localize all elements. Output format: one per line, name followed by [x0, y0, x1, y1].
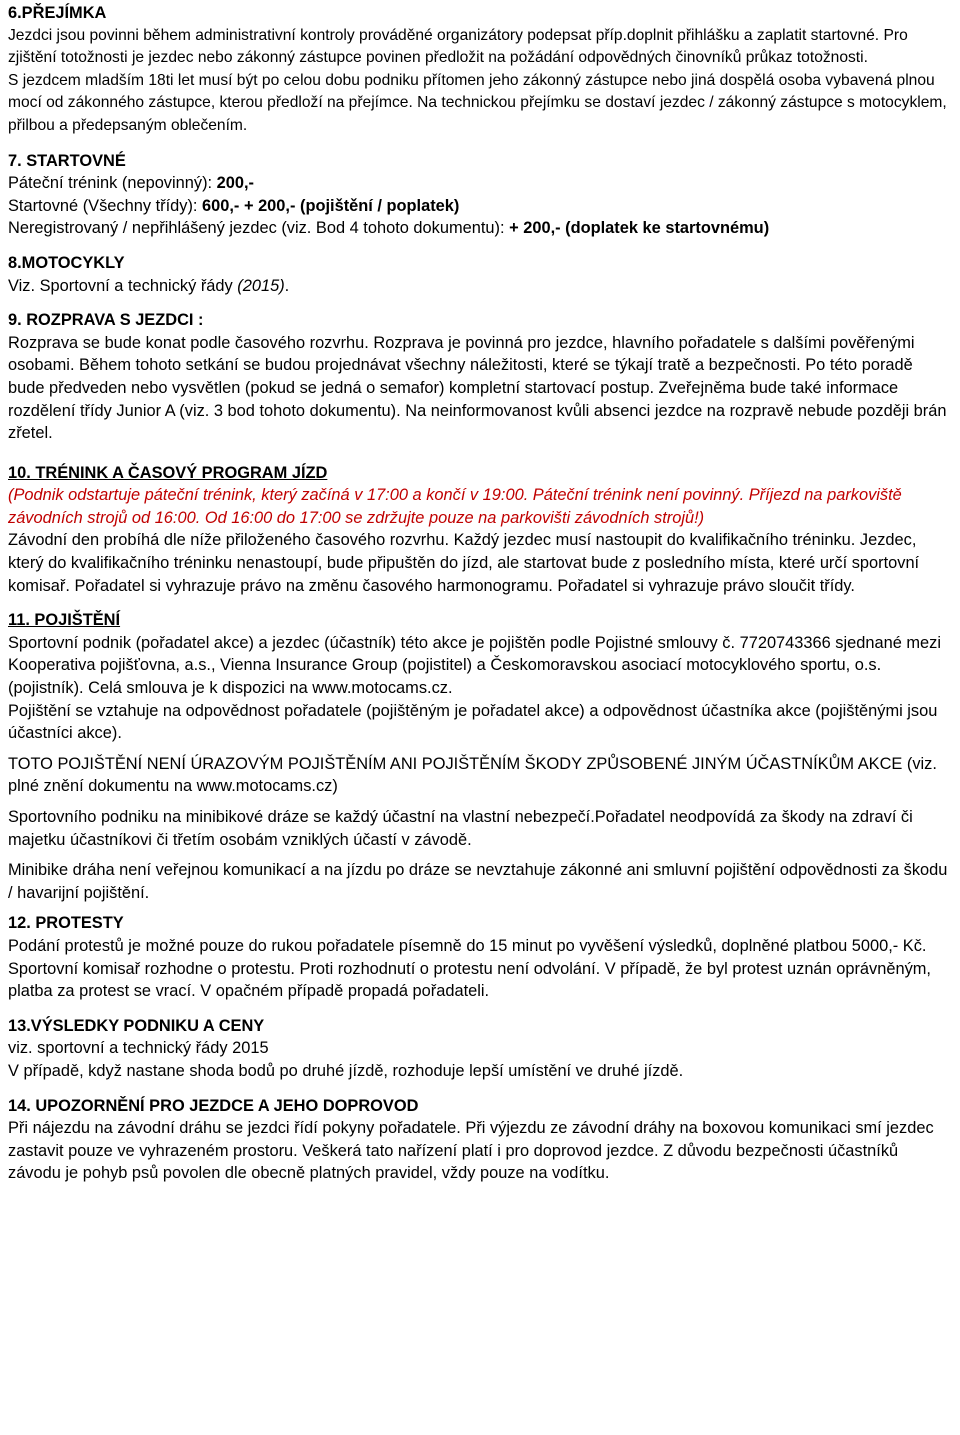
section-13-line-1: viz. sportovní a technický řády 2015 — [8, 1039, 269, 1058]
section-13-line-2: V případě, když nastane shoda bodů po druhé jízdě, rozhoduje lepší umístění ve druhé jízdě. — [8, 1061, 684, 1080]
section-11-paragraph-2: Pojištění se vztahuje na odpovědnost pořadatele (pojištěným je pořadatel akce) a odpovědnost účastníka akce (pojištěnými jsou účastníci akce). — [8, 701, 938, 743]
section-8-text-end: . — [284, 276, 290, 295]
section-10-notice: (Podnik odstartuje páteční trénink, který začíná v 17:00 a končí v 19:00. Páteční trénink není povinný. Příjezd na parkoviště závodních strojů od 16:00. Od 16:00 do 17:00 se zdržujte pouze na parkovišti závodních strojů!) — [8, 486, 902, 527]
fee-value: + 200,- (doplatek ke startovnému) — [509, 219, 770, 238]
fee-friday-training — [8, 172, 952, 195]
section-7-heading: 7. STARTOVNÉ — [8, 151, 126, 170]
section-8-heading: 8.MOTOCYKLY — [8, 253, 125, 272]
section-9-heading: 9. ROZPRAVA S JEZDCI : — [8, 311, 204, 330]
section-12-heading: 12. PROTESTY — [8, 914, 124, 933]
fee-unregistered — [8, 217, 952, 240]
section-14-text: Při nájezdu na závodní dráhu se jezdci řídí pokyny pořadatele. Při výjezdu ze závodní dráhy na boxovou komunikaci smí jezdec zastavit pouze ve vyhrazeném prostoru. Veškerá tato nařízení platí i pro doprovod jezdce. Z důvodu bezpečnosti účastníků závodu je pohyb psů povolen dle obecně platných pravidel, vždy pouze na vodítku. — [8, 1119, 934, 1183]
section-8-text-main: Viz. Sportovní a technický řády — [8, 276, 238, 295]
section-10-text: Závodní den probíhá dle níže přiloženého časového rozvrhu. Každý jezdec musí nastoupit do kvalifikačního tréninku. Jezdec, který do kvalifikačního tréninku nenastoupí, bude připuštěn do jízd, ale startovat bude z posledního místa, které určí sportovní komisař. Pořadatel si vyhrazuje právo na změnu časového harmonogramu. Pořadatel si vyhrazuje právo sloučit třídy. — [8, 531, 920, 595]
section-10-heading: 10. TRÉNINK A ČASOVÝ PROGRAM JÍZD — [8, 463, 328, 482]
section-6-paragraph-1: Jezdci jsou povinni během administrativní kontroly prováděné organizátory podepsat příp.doplnit přihlášku a zaplatit startovné. Pro zjištění totožnosti je jezdec nebo zákonný zástupce povinen předložit na požádání odpovědných činovníků průkaz totožnosti. — [8, 26, 908, 67]
section-6-paragraph-2: S jezdcem mladším 18ti let musí být po celou dobu podniku přítomen jeho zákonný zástupce nebo jiná dospělá osoba vybavená plnou mocí od zákonného zástupce, kterou předloží na přejímce. Na technickou přejímku se dostaví jezdec / zákonný zástupce s motocyklem, přilbou a předepsaným oblečením. — [8, 71, 947, 134]
fee-entry — [8, 195, 952, 218]
section-8-year: (2015) — [237, 276, 285, 295]
section-11-paragraph-4: Sportovního podniku na minibikové dráze se každý účastní na vlastní nebezpečí.Pořadatel neodpovídá za škody na zdraví či majetku účastníkovi či třetím osobám vzniklých účastí v závodě. — [8, 808, 913, 849]
section-6-heading: 6.PŘEJÍMKA — [8, 4, 107, 22]
fee-label: Startovné (Všechny třídy): — [8, 196, 203, 215]
section-11-paragraph-1: Sportovní podnik (pořadatel akce) a jezdec (účastník) této akce je pojištěn podle Pojistné smlouvy č. 7720743366 sjednané mezi Kooperativa pojišťovna, a.s., Vienna Insurance Group (pojistitel) a Českomoravskou asociací motocyklového sportu, o.s. (pojistník). Celá smlouva je k dispozici na www.motocams.cz. — [8, 633, 941, 698]
section-13-heading: 13.VÝSLEDKY PODNIKU A CENY — [8, 1016, 265, 1035]
section-11-paragraph-3: TOTO POJIŠTĚNÍ NENÍ ÚRAZOVÝM POJIŠTĚNÍM ANI POJIŠTĚNÍM ŠKODY ZPŮSOBENÉ JINÝM ÚČASTNÍKŮM AKCE (viz. plné znění dokumentu na www.motocams.cz) — [8, 754, 937, 796]
fee-label: Páteční trénink (nepovinný): — [8, 174, 217, 193]
section-11-heading: 11. POJIŠTĚNÍ — [8, 611, 121, 630]
section-14-heading: 14. UPOZORNĚNÍ PRO JEZDCE A JEHO DOPROVOD — [8, 1096, 419, 1115]
section-8-text — [8, 275, 952, 298]
section-11-paragraph-5: Minibike dráha není veřejnou komunikací a na jízdu po dráze se nevztahuje zákonné ani smluvní pojištění odpovědnosti za škodu / havarijní pojištění. — [8, 861, 948, 902]
section-9-text: Rozprava se bude konat podle časového rozvrhu. Rozprava je povinná pro jezdce, hlavního pořadatele s dalšími pověřenými osobami. Během tohoto setkání se budou projednávat všechny náležitosti, které se týkají tratě a bezpečnosti. Po této poradě bude předveden nebo vysvětlen (pokud se jedná o semafor) kompletní startovací postup. Zveřejněma bude také informace rozdělení třídy Junior A (viz. 3 bod tohoto dokumentu). Na neinformovanost kvůli absenci jezdce na rozpravě nebude později brán zřetel. — [8, 333, 947, 443]
section-12-text: Podání protestů je možné pouze do rukou pořadatele písemně do 15 minut po vyvěšení výsledků, doplněné platbou 5000,- Kč. Sportovní komisař rozhodne o protestu. Proti rozhodnutí o protestu není odvolání. V případě, že byl protest uznán oprávněným, platba za protest se vrací. V opačném případě propadá pořadateli. — [8, 936, 931, 1001]
fee-label: Neregistrovaný / nepřihlášený jezdec (viz. Bod 4 tohoto dokumentu): — [8, 219, 510, 238]
fee-value: 200,- — [216, 174, 254, 193]
fee-value: 600,- + 200,- (pojištění / poplatek) — [202, 196, 460, 215]
